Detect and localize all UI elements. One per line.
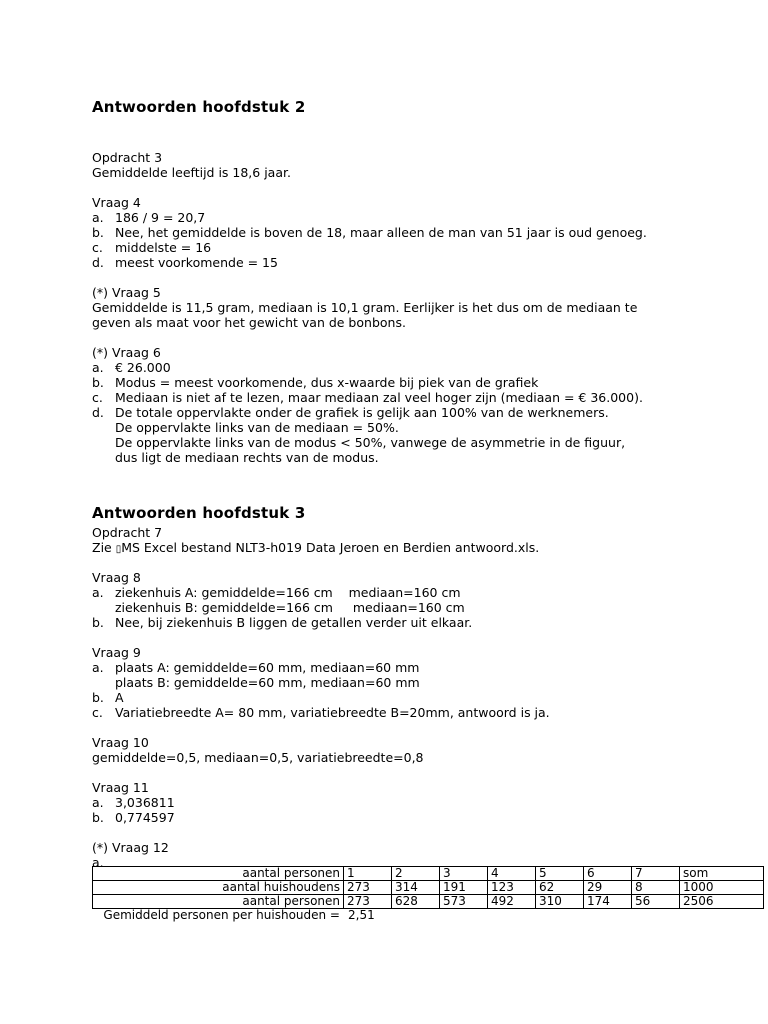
table-cell: 2506 [680, 895, 764, 909]
table-cell: 56 [632, 895, 680, 909]
vraag-5-line-2: geven als maat voor het gewicht van de bonbons. [92, 315, 406, 330]
vraag-8-item-a: a. ziekenhuis A: gemiddelde=166 cm mediaan=160 cm [92, 585, 461, 600]
table-cell: 314 [392, 881, 440, 895]
table-cell: 628 [392, 895, 440, 909]
section-hoofdstuk-3 [92, 525, 550, 870]
vraag-12-a-label: a. [92, 855, 104, 870]
vraag-9-a-cont: plaats B: gemiddelde=60 mm, mediaan=60 mm [115, 675, 420, 690]
table-cell: 62 [536, 881, 584, 895]
table-row [93, 895, 764, 909]
section-hoofdstuk-2 [92, 150, 647, 465]
table-cell: 3 [440, 867, 488, 881]
footer-label: Gemiddeld personen per huishouden = [103, 908, 340, 922]
table-row [93, 867, 764, 881]
row-label: aantal huishoudens [93, 881, 344, 895]
heading-hoofdstuk-2: Antwoorden hoofdstuk 2 [92, 98, 306, 116]
vraag-6-d-cont-2: De oppervlakte links van de modus < 50%, vanwege de asymmetrie in de figuur, [115, 435, 626, 450]
excel-file-icon: ▯ [115, 544, 122, 555]
heading-hoofdstuk-3: Antwoorden hoofdstuk 3 [92, 504, 306, 522]
vraag-8-a-cont: ziekenhuis B: gemiddelde=166 cm mediaan=160 cm [115, 600, 465, 615]
table-cell: 8 [632, 881, 680, 895]
table-cell: 4 [488, 867, 536, 881]
table-cell: 191 [440, 881, 488, 895]
row-label: aantal personen [93, 867, 344, 881]
opdracht-7-text: Zie ▯MS Excel bestand NLT3-h019 Data Jeroen en Berdien antwoord.xls. [92, 540, 540, 555]
vraag-5-line-1: Gemiddelde is 11,5 gram, mediaan is 10,1 gram. Eerlijker is het dus om de mediaan te [92, 300, 638, 315]
opdracht-3-title: Opdracht 3 [92, 150, 163, 165]
vraag-9-title: Vraag 9 [92, 645, 141, 660]
row-label: aantal personen [93, 895, 344, 909]
table-cell: 273 [344, 895, 392, 909]
vraag-11-item-b: b. 0,774597 [92, 810, 175, 825]
table-cell: 1 [344, 867, 392, 881]
vraag-6-d-cont-1: De oppervlakte links van de mediaan = 50%. [115, 420, 399, 435]
table-cell: 573 [440, 895, 488, 909]
table-cell: 310 [536, 895, 584, 909]
vraag-12-title: (*) Vraag 12 [92, 840, 169, 855]
vraag-5-title: (*) Vraag 5 [92, 285, 161, 300]
table-cell: 174 [584, 895, 632, 909]
vraag-9-item-b: b. A [92, 690, 124, 705]
vraag-6-item-c: c. Mediaan is niet af te lezen, maar mediaan zal veel hoger zijn (mediaan = € 36.000). [92, 390, 643, 405]
table-cell: 1000 [680, 881, 764, 895]
vraag-8-title: Vraag 8 [92, 570, 141, 585]
table-cell: 123 [488, 881, 536, 895]
table-cell: 7 [632, 867, 680, 881]
table-cell: som [680, 867, 764, 881]
opdracht-7-title: Opdracht 7 [92, 525, 163, 540]
vraag-6-item-b: b. Modus = meest voorkomende, dus x-waarde bij piek van de grafiek [92, 375, 539, 390]
vraag-11-title: Vraag 11 [92, 780, 149, 795]
vraag-4-item-a: a. 186 / 9 = 20,7 [92, 210, 206, 225]
opdracht-3-text: Gemiddelde leeftijd is 18,6 jaar. [92, 165, 291, 180]
vraag-4-item-d: d. meest voorkomende = 15 [92, 255, 278, 270]
vraag-8-item-b: b. Nee, bij ziekenhuis B liggen de getallen verder uit elkaar. [92, 615, 473, 630]
vraag-4-item-b: b. Nee, het gemiddelde is boven de 18, maar alleen de man van 51 jaar is oud genoeg. [92, 225, 647, 240]
table-cell: 492 [488, 895, 536, 909]
table-cell: 29 [584, 881, 632, 895]
households-table [92, 866, 764, 909]
table-cell: 6 [584, 867, 632, 881]
vraag-6-d-cont-3: dus ligt de mediaan rechts van de modus. [115, 450, 379, 465]
table-cell: 5 [536, 867, 584, 881]
vraag-9-item-c: c. Variatiebreedte A= 80 mm, variatiebreedte B=20mm, antwoord is ja. [92, 705, 550, 720]
vraag-6-item-d: d. De totale oppervlakte onder de grafiek is gelijk aan 100% van de werknemers. [92, 405, 609, 420]
table-cell: 273 [344, 881, 392, 895]
vraag-6-item-a: a. € 26.000 [92, 360, 171, 375]
vraag-9-item-a: a. plaats A: gemiddelde=60 mm, mediaan=60 mm [92, 660, 420, 675]
vraag-4-title: Vraag 4 [92, 195, 141, 210]
table-row [93, 881, 764, 895]
vraag-10-text: gemiddelde=0,5, mediaan=0,5, variatiebreedte=0,8 [92, 750, 424, 765]
vraag-11-item-a: a. 3,036811 [92, 795, 175, 810]
table-cell: 2 [392, 867, 440, 881]
vraag-4-item-c: c. middelste = 16 [92, 240, 212, 255]
vraag-6-title: (*) Vraag 6 [92, 345, 161, 360]
footer-value: 2,51 [348, 908, 375, 922]
table-footer [92, 908, 375, 923]
vraag-10-title: Vraag 10 [92, 735, 149, 750]
